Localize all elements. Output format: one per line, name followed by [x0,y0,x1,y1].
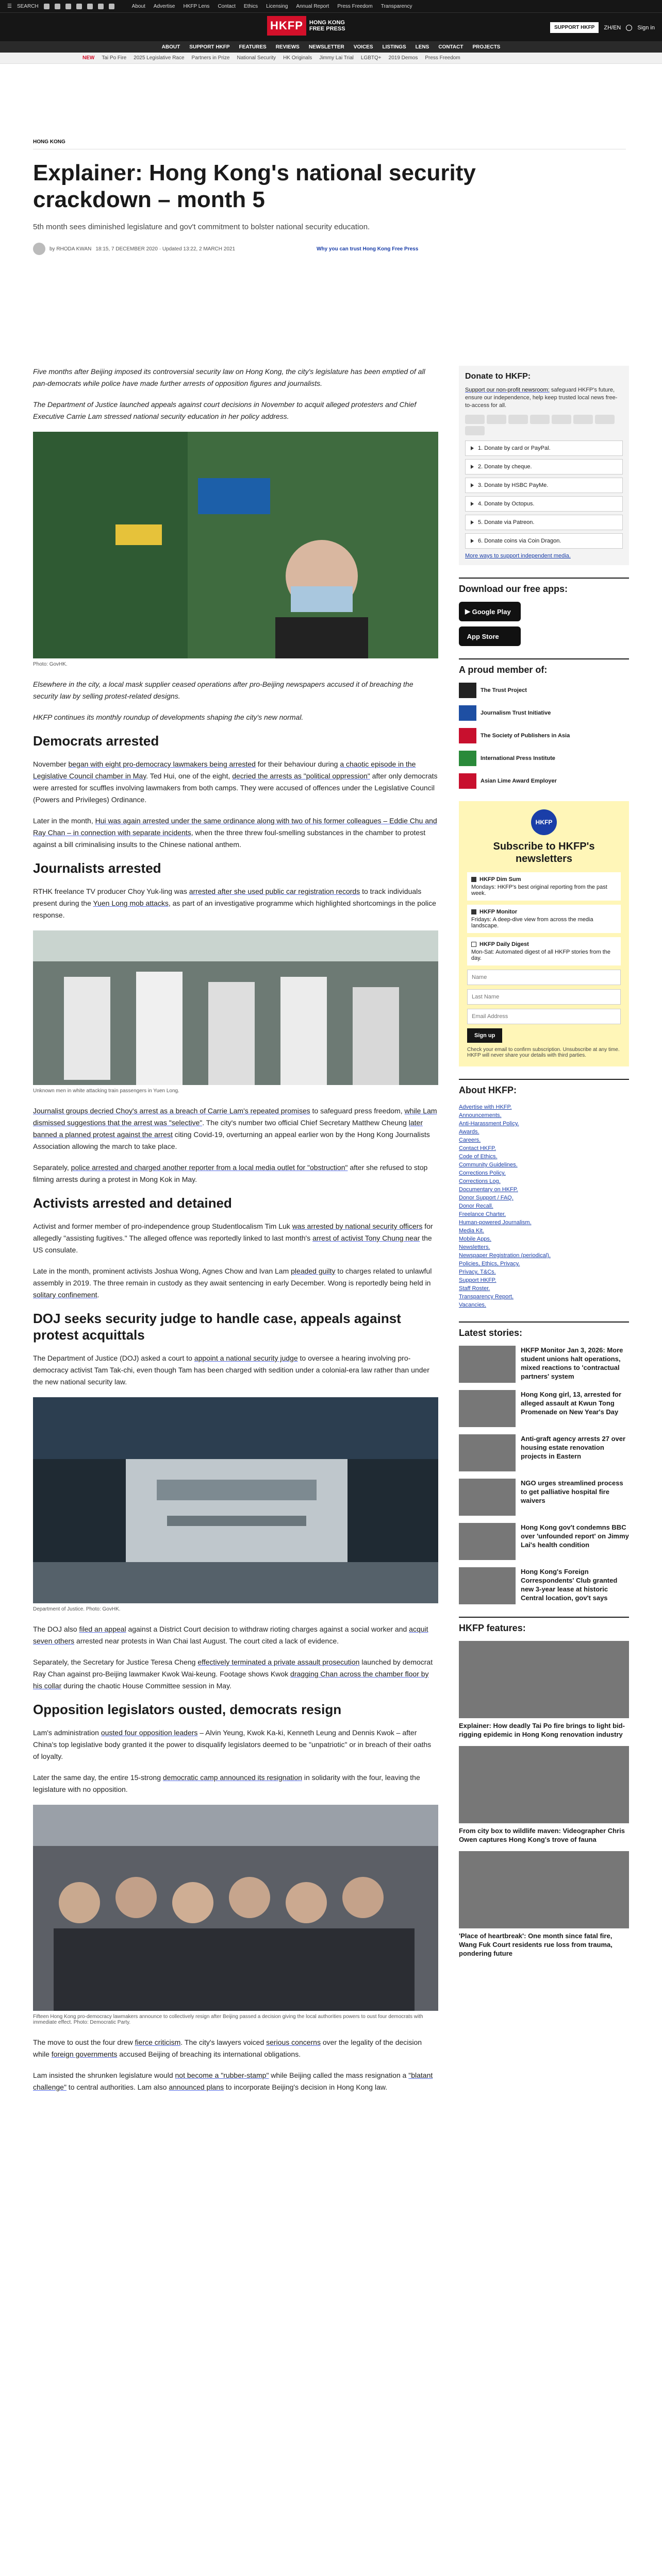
ticker-item[interactable]: 2019 Demos [388,55,418,61]
article-paragraph: Elsewhere in the city, a local mask supplier ceased operations after pro-Beijing newspapers accused it of breaching the security law by selling protest-related designs. [33,680,413,700]
about-link[interactable]: Mobile Apps. [459,1236,491,1242]
about-link[interactable]: Documentary on HKFP. [459,1187,518,1193]
inline-link[interactable]: was arrested by national security officers [292,1222,423,1230]
visa-icon [465,415,485,424]
inline-link[interactable]: fierce criticism [135,2038,181,2046]
apps-title: Download our free apps: [459,578,629,595]
sidebar [459,366,629,1965]
signup-button[interactable]: Sign up [467,1028,502,1043]
latest-section [459,1321,629,1604]
story-headline[interactable]: Anti-graft agency arrests 27 over housing estate renovation projects in Eastern [521,1435,626,1460]
story-thumbnail[interactable] [459,1523,516,1560]
about-link[interactable]: Privacy, T&Cs. [459,1269,496,1275]
latest-title: Latest stories: [459,1321,629,1338]
util-link[interactable]: About [131,3,145,9]
youtube-icon[interactable] [76,4,82,9]
article-paragraph: The Department of Justice launched appeals against court decisions in November to acquit alleged protesters and Chief Executive Carrie Lam stressed national security education in her policy address. [33,400,417,420]
util-link[interactable]: Press Freedom [337,3,373,9]
feature-story[interactable] [459,1746,629,1844]
feature-image[interactable] [459,1746,629,1823]
article-paragraph: The Department of Justice (DOJ) asked a court to appoint a national security judge to oversee a hearing involving pro-democracy activist Tam Tak-chi, even though Tam has been charged with sedition under a colonial-era law rather than under the new national security law. [33,1354,429,1386]
article-paragraph: Separately, the Secretary for Justice Teresa Cheng effectively terminated a private assault prosecution launched by democrat Ray Chan against pro-Beijing lawmaker Kwok Wai-keung. Footage shows Kwok dragging Chan across the chamber floor by his collar during the chaotic House Committee session in May. [33,1658,433,1690]
nav-item[interactable]: FEATURES [239,44,267,50]
about-link[interactable]: Policies, Ethics, Privacy. [459,1261,520,1267]
topic-ticker [0,53,662,64]
nav-item[interactable]: ABOUT [161,44,180,50]
util-link[interactable]: Contact [218,3,236,9]
inline-link[interactable]: serious concerns [266,2038,321,2046]
ipi-icon [459,751,476,766]
amex-icon [508,415,528,424]
payme-icon [552,415,571,424]
feature-story[interactable] [459,1851,629,1958]
about-link[interactable]: Careers. [459,1137,481,1143]
last-name-input[interactable] [467,989,621,1005]
story-thumbnail[interactable] [459,1434,516,1471]
story-thumbnail[interactable] [459,1567,516,1604]
inline-link[interactable]: effectively terminated a private assault prosecution [197,1658,360,1666]
inline-link[interactable]: not become a "rubber-stamp" [175,2071,269,2079]
nav-item[interactable]: LISTINGS [382,44,406,50]
latest-story[interactable] [459,1567,629,1604]
logo-text: HONG KONG FREE PRESS [309,20,345,32]
about-link[interactable]: Newspaper Registration (periodical). [459,1252,551,1259]
header-actions [550,22,655,33]
inline-link[interactable]: Journalist groups decried Choy's arrest as a breach of Carrie Lam's repeated promises [33,1107,310,1115]
about-link[interactable]: Corrections Policy. [459,1170,506,1176]
twitter-icon[interactable] [55,4,60,9]
inline-link[interactable]: arrested after she used public car registration records [189,887,360,895]
latest-story[interactable] [459,1523,629,1560]
photo-caption: Unknown men in white attacking train passengers in Yuen Long. [33,1088,179,1094]
fps-icon [465,426,485,435]
sopa-icon [459,728,476,743]
newsletter-fine-print: Check your email to confirm subscription. Unsubscribe at any time. HKFP will never share your details with third parties. [467,1047,620,1058]
article-paragraph: Five months after Beijing imposed its controversial security law on Hong Kong, the city's legislature has been emptied of all pan-democrats while police have made further arrests of opposition figures and journalists. [33,367,425,387]
donate-option[interactable]: 1. Donate by card or PayPal. [465,440,623,456]
article-paragraph: Separately, police arrested and charged another reporter from a local media outlet for "obstruction" after she refused to stop filming arrests during a protest in Mong Kok in May. [33,1163,428,1183]
arrow-right-icon [471,446,474,450]
article-paragraph: Lam's administration ousted four opposition leaders – Alvin Yeung, Kwok Ka-ki, Kenneth Leung and Dennis Kwok – after China's top legislative body granted it the power to disqualify legislators deemed to be "unpatriotic" or in breach of their oaths of loyalty. [33,1728,432,1760]
donate-option[interactable]: 2. Donate by cheque. [465,459,623,474]
about-link[interactable]: Contact HKFP. [459,1145,496,1151]
article-paragraph: Journalist groups decried Choy's arrest as a breach of Carrie Lam's repeated promises to safeguard press freedom, while Lam dismissed suggestions that the arrest was "selective". The city's number two official Chief Secretary Matthew Cheung later banned a planned protest against the arrest citing Covid-19, overturning an appeal earlier won by the Hong Kong Journalists Association allowing the march to take place. [33,1107,437,1150]
util-link[interactable]: Licensing [266,3,288,9]
inline-link[interactable]: appoint a national security judge [194,1354,298,1362]
photo-yuen-long [33,930,438,1085]
photo-lawmakers-resign [33,1805,438,2011]
about-link[interactable]: Vacancies. [459,1302,486,1308]
donate-box [459,366,629,565]
about-link[interactable]: Transparency Report. [459,1294,514,1300]
article-photo [33,1397,438,1603]
members-title: A proud member of: [459,658,629,675]
member-item[interactable]: The Society of Publishers in Asia [459,728,629,743]
util-link[interactable]: Annual Report [296,3,329,9]
article-title: Explainer: Hong Kong's national security crackdown – month 5 [33,160,476,212]
byline [33,243,626,255]
photo-caption: Department of Justice. Photo: GovHK. [33,1606,121,1612]
checkbox-icon[interactable] [471,942,476,947]
nav-item[interactable]: NEWSLETTER [308,44,344,50]
inline-link[interactable]: filed an appeal [79,1625,126,1633]
checkbox-icon[interactable] [471,909,476,914]
app-store-button[interactable]: App Store [459,626,521,646]
photo-carrie-lam [33,432,438,658]
support-button[interactable]: SUPPORT HKFP [550,22,599,33]
article-paragraph: Later the same day, the entire 15-strong democratic camp announced its resignation in solidarity with the four, leaving the legislature with no opposition. [33,1773,420,1793]
newsletter-title: Subscribe to HKFP's newsletters [493,841,595,865]
nav-item[interactable]: PROJECTS [472,44,501,50]
rss-icon[interactable] [109,4,114,9]
instagram-icon[interactable] [65,4,71,9]
more-ways-link[interactable]: More ways to support independent media. [465,553,571,559]
article-paragraph: RTHK freelance TV producer Choy Yuk-ling was arrested after she used public car registration records to track individuals present during the Yuen Long mob attacks, as part of an investigative programme which highlighted shortcomings in the police response. [33,887,436,919]
nav-item[interactable]: REVIEWS [275,44,300,50]
util-link[interactable]: Ethics [243,3,258,9]
article-paragraph: The move to oust the four drew fierce criticism. The city's lawyers voiced serious concerns over the legality of the decision while foreign governments accused Beijing of breaching its international obligations. [33,2038,422,2058]
telegram-icon[interactable] [87,4,93,9]
inline-link[interactable]: "blatant challenge" [33,2071,433,2091]
article-photo [33,930,438,1085]
article-paragraph: Late in the month, prominent activists Joshua Wong, Agnes Chow and Ivan Lam pleaded guilty to charges related to unlawful assembly in 2019. The three remain in custody as they await sentencing in early December. Wong is reportedly being held in solitary confinement. [33,1267,432,1299]
patreon-icon [595,415,615,424]
inline-link[interactable]: later banned a planned protest against the arrest [33,1118,423,1139]
article-photo [33,432,438,658]
section-heading: DOJ seeks security judge to handle case, appeals against protest acquittals [33,1311,401,1343]
linkedin-icon[interactable] [98,4,104,9]
feature-headline[interactable]: 'Place of heartbreak': One month since fatal fire, Wang Fuk Court residents rue loss from trauma, pondering future [459,1932,613,1957]
octopus-icon [573,415,593,424]
ticker-item[interactable]: 2025 Legislative Race [134,55,185,61]
inline-link[interactable]: police arrested and charged another reporter from a local media outlet for "obstruction" [71,1163,348,1172]
features-section [459,1617,629,1958]
inline-link[interactable]: Hui was again arrested under the same ordinance along with two of his former colleagues – Eddie Chu and Ray Chan – in connection with separate incidents [33,817,437,837]
article-header [33,139,626,255]
features-title: HKFP features: [459,1617,629,1634]
members-section [459,658,629,789]
story-headline[interactable]: HKFP Monitor Jan 3, 2026: More student unions halt operations, mixed reactions to 'contractual partners' system [521,1346,623,1380]
story-headline[interactable]: Hong Kong's Foreign Correspondents' Club granted new 3-year lease at historic Central location, gov't says [521,1568,618,1602]
about-link[interactable]: Announcements. [459,1112,502,1118]
language-toggle[interactable]: ZH/EN [604,24,621,31]
name-input[interactable] [467,970,621,985]
newsletter-logo: HKFP [531,809,557,835]
article-kicker[interactable]: HONG KONG [33,139,626,149]
about-link[interactable]: Community Guidelines. [459,1162,518,1168]
signin-link[interactable]: Sign in [637,24,655,31]
util-link[interactable]: HKFP Lens [183,3,210,9]
nav-item[interactable]: VOICES [353,44,373,50]
inline-link[interactable]: Yuen Long mob attacks [93,899,169,907]
util-link[interactable]: Advertise [153,3,175,9]
about-link[interactable]: Donor Recall. [459,1203,493,1209]
arrow-right-icon [471,483,474,487]
feature-headline[interactable]: From city box to wildlife maven: Videographer Chris Owen captures Hong Kong's trove of fauna [459,1827,625,1843]
ticker-item[interactable]: LGBTQ+ [360,55,382,61]
ticker-item[interactable]: Jimmy Lai Trial [319,55,354,61]
newsletter-box [459,801,629,1066]
article-paragraph: Activist and former member of pro-independence group Studentlocalism Tim Luk was arrested by national security officers for allegedly "assisting fugitives." The alleged offence was reportedly linked to last month's arrest of activist Tony Chung near the US consulate. [33,1222,433,1254]
donate-option[interactable]: 4. Donate by Octopus. [465,496,623,512]
newsletter-option[interactable]: HKFP Dim Sum Mondays: HKFP's best original reporting from the past week. [467,872,621,901]
about-link[interactable]: Code of Ethics. [459,1154,498,1160]
newsletter-option[interactable]: HKFP Monitor Fridays: A deep-dive view from across the media landscape. [467,905,621,933]
section-heading: Opposition legislators ousted, democrats resign [33,1702,342,1717]
newsletter-option[interactable]: HKFP Daily Digest Mon-Sat: Automated digest of all HKFP stories from the day. [467,937,621,965]
story-thumbnail[interactable] [459,1346,516,1383]
ticker-item[interactable]: HK Originals [283,55,312,61]
email-input[interactable] [467,1009,621,1024]
site-logo[interactable] [267,16,345,36]
trust-link[interactable]: Why you can trust Hong Kong Free Press [317,246,419,252]
ticker-item[interactable]: Partners in Prize [191,55,230,61]
author-name[interactable]: by RHODA KWAN [49,246,92,252]
story-thumbnail[interactable] [459,1479,516,1516]
latest-story[interactable] [459,1346,629,1383]
mastercard-icon [487,415,506,424]
story-headline[interactable]: Hong Kong girl, 13, arrested for alleged assault at Kwun Tong Promenade on New Year's Day [521,1391,622,1416]
article-body [33,366,438,2103]
arrow-right-icon [471,539,474,543]
story-headline[interactable]: NGO urges streamlined process to get palliative hospital fire waivers [521,1479,623,1504]
member-item[interactable]: Asian Lime Award Employer [459,773,629,789]
author-avatar [33,243,45,255]
article-paragraph: The DOJ also filed an appeal against a District Court decision to withdraw rioting charges against a social worker and acquit seven others arrested near protests in Wan Chai last August. The court cited a lack of evidence. [33,1625,428,1645]
about-link[interactable]: Support HKFP. [459,1277,496,1283]
inline-link[interactable]: dragging Chan across the chamber floor by his collar [33,1670,429,1690]
about-link[interactable]: Media Kit. [459,1228,484,1234]
inline-link[interactable]: democratic camp announced its resignation [162,1773,302,1782]
ticker-item[interactable]: Tai Po Fire [102,55,127,61]
donate-text: Support our non-profit newsroom: safeguard HKFP's future, ensure our independence, help keep trusted local news free-to-access for all. [465,387,618,409]
apps-section [459,578,629,646]
util-link[interactable]: Transparency [380,3,412,9]
inline-link[interactable]: arrest of activist Tony Chung near [312,1234,420,1242]
donate-link[interactable]: Support our non-profit newsroom: [465,387,550,393]
section-heading: Activists arrested and detained [33,1195,232,1211]
hamburger-icon[interactable]: ☰ [7,3,12,9]
main-nav [0,41,662,53]
about-link[interactable]: Newsletters. [459,1244,490,1250]
article-photo [33,1805,438,2011]
arrow-right-icon [471,502,474,506]
google-play-button[interactable]: ▶ Google Play [459,602,521,621]
about-link[interactable]: Corrections Log. [459,1178,501,1184]
feature-image[interactable] [459,1641,629,1718]
payment-icons [465,415,623,435]
inline-link[interactable]: solitary confinement [33,1291,97,1299]
article-paragraph: Lam insisted the shrunken legislature would not become a "rubber-stamp" while Beijing called the mass resignation a "blatant challenge" to central authorities. Lam also announced plans to incorporate Beijing's decision in Hong Kong law. [33,2071,433,2091]
inline-link[interactable]: announced plans [169,2083,224,2091]
about-link[interactable]: Human-powered Journalism. [459,1219,532,1226]
inline-link[interactable]: foreign governments [51,2050,118,2058]
donate-title: Donate to HKFP: [465,372,531,381]
photo-caption: Fifteen Hong Kong pro-democracy lawmakers announce to collectively resign after Beijing passed a decision giving the local authorities powers to oust four democrats with immediate effect. Photo: Democratic Party. [33,2014,423,2025]
nav-item[interactable]: CONTACT [438,44,464,50]
story-headline[interactable]: Hong Kong gov't condemns BBC over 'unfounded report' on Jimmy Lai's health condition [521,1523,629,1549]
donate-option[interactable]: 3. Donate by HSBC PayMe. [465,478,623,493]
member-item[interactable]: International Press Institute [459,751,629,766]
utility-links [132,4,412,9]
about-title: About HKFP: [459,1079,629,1096]
ticker-item[interactable]: Press Freedom [425,55,460,61]
about-link[interactable]: Staff Roster. [459,1285,490,1292]
photo-doj [33,1397,438,1603]
article-subtitle: 5th month sees diminished legislature and gov't commitment to bolster national security education. [33,223,370,231]
feature-story[interactable] [459,1641,629,1739]
play-icon: ▶ [465,607,472,615]
donate-option[interactable]: 6. Donate coins via Coin Dragon. [465,533,623,549]
jti-icon [459,705,476,721]
inline-link[interactable]: began with eight pro-democracy lawmakers being arrested [68,760,256,768]
about-link[interactable]: Anti-Harassment Policy. [459,1121,519,1127]
feature-image[interactable] [459,1851,629,1928]
award-icon [459,773,476,789]
about-link[interactable]: Donor Support / FAQ. [459,1195,514,1201]
member-item[interactable]: Journalism Trust Initiative [459,705,629,721]
nav-item[interactable]: SUPPORT HKFP [189,44,230,50]
about-section [459,1079,629,1309]
trust-project-icon [459,683,476,698]
latest-story[interactable] [459,1479,629,1516]
article-paragraph: November began with eight pro-democracy lawmakers being arrested for their behaviour during a chaotic episode in the Legislative Council chamber in May. Ted Hui, one of the eight, decried the arrests as "political oppression" after only democrats were arrested for scuffles involving lawmakers from both camps. They were accused of offences under the Legislative Council (Powers and Privileges) Ordinance. [33,760,438,804]
section-heading: Democrats arrested [33,733,159,749]
inline-link[interactable]: decried the arrests as "political oppression" [232,772,370,780]
latest-story[interactable] [459,1434,629,1471]
arrow-right-icon [471,465,474,469]
about-link[interactable]: Awards. [459,1129,479,1135]
article-date: 18:15, 7 DECEMBER 2020 · Updated 13:22, 2 MARCH 2021 [95,246,236,252]
user-icon[interactable] [626,25,632,31]
latest-story[interactable] [459,1390,629,1427]
paypal-icon [530,415,550,424]
photo-caption: Photo: GovHK. [33,662,68,667]
story-thumbnail[interactable] [459,1390,516,1427]
article-paragraph: HKFP continues its monthly roundup of developments shaping the city's new normal. [33,713,304,721]
arrow-right-icon [471,520,474,524]
section-heading: Journalists arrested [33,860,161,876]
inline-link[interactable]: ousted four opposition leaders [101,1728,198,1737]
donate-option[interactable]: 5. Donate via Patreon. [465,515,623,530]
inline-link[interactable]: a chaotic episode in the Legislative Council chamber in May [33,760,416,780]
article-paragraph: Later in the month, Hui was again arrested under the same ordinance along with two of his former colleagues – Eddie Chu and Ray Chan – in connection with separate incidents, when the three threw foul-smelling substances in the chamber to protest against a bill criminalising insults to the Chinese national anthem. [33,817,437,849]
nav-item[interactable]: LENS [415,44,429,50]
about-link[interactable]: Freelance Charter. [459,1211,506,1217]
inline-link[interactable]: acquit seven others [33,1625,428,1645]
about-list [459,1103,629,1309]
site-header [0,12,662,41]
inline-link[interactable]: pleaded guilty [291,1267,336,1275]
feature-headline[interactable]: Explainer: How deadly Tai Po fire brings to light bid-rigging epidemic in Hong Kong renovation industry [459,1722,625,1738]
member-item[interactable]: The Trust Project [459,683,629,698]
inline-link[interactable]: while Lam dismissed suggestions that the arrest was "selective" [33,1107,437,1127]
utility-bar [0,0,662,12]
ticker-label: NEW [82,55,95,61]
facebook-icon[interactable] [44,4,49,9]
search-link[interactable]: SEARCH [16,3,39,9]
logo-mark: HKFP [267,16,306,36]
ticker-item[interactable]: National Security [237,55,276,61]
about-link[interactable]: Advertise with HKFP. [459,1104,512,1110]
checkbox-icon[interactable] [471,877,476,882]
